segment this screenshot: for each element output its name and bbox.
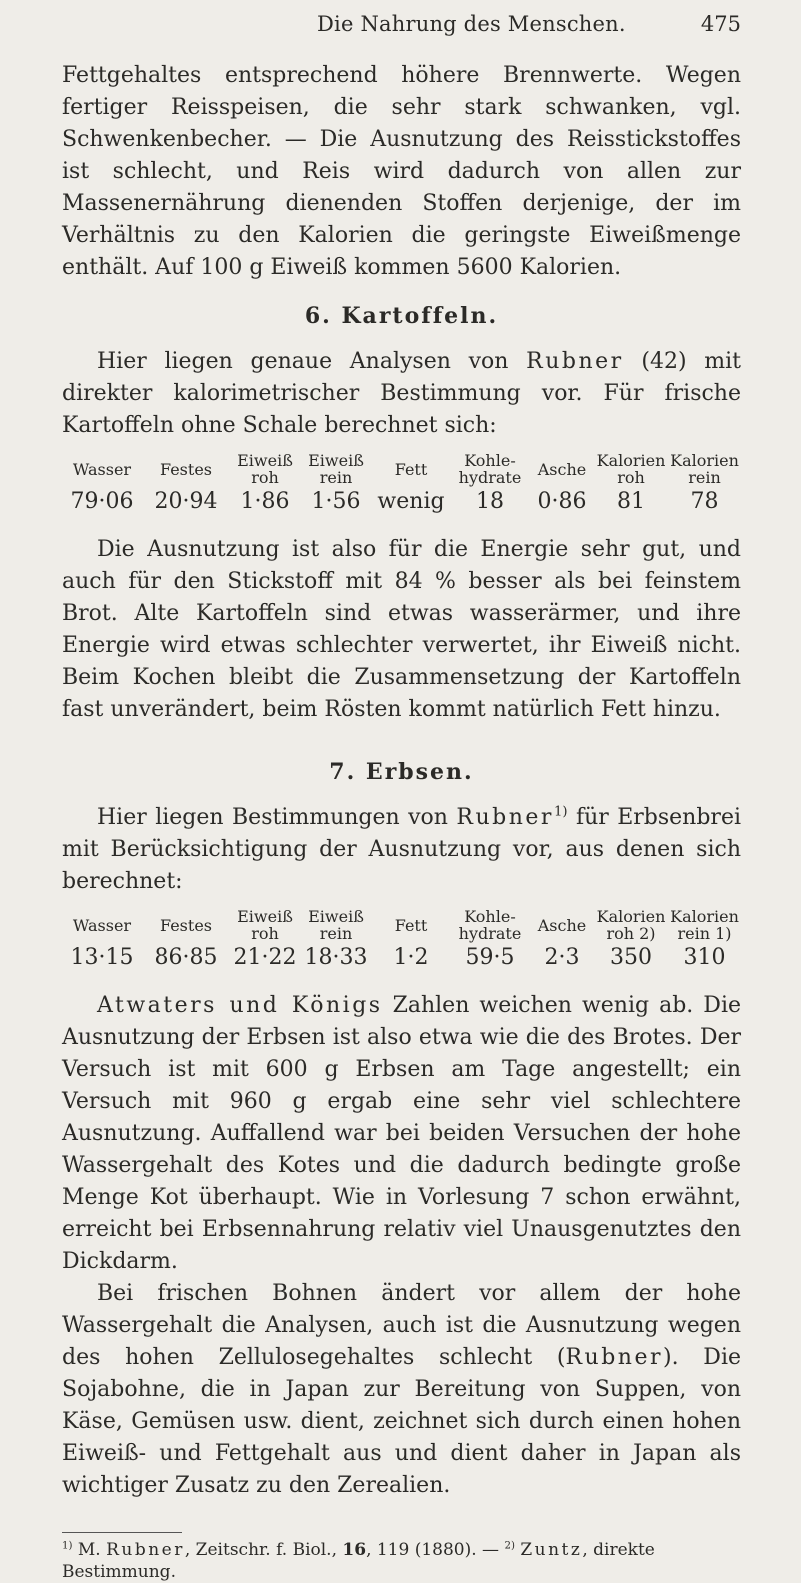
table-cell: 310 xyxy=(683,945,726,970)
author-name: Rubner xyxy=(106,1540,185,1560)
column-header: Kalorien rein 1) xyxy=(670,907,739,943)
footnote: $^{1)}$ M. Rubner, Zeitschr. f. Biol., 16, 119 (1880). — $^{2)}$ Zuntz, direkte Bestimmung. xyxy=(62,1540,655,1582)
table-cell: 59·5 xyxy=(465,945,515,970)
table-cell: 79·06 xyxy=(70,489,134,514)
table-cell: 1·56 xyxy=(311,489,361,514)
table-cell: 2·3 xyxy=(544,945,580,970)
kartoffeln-analysis-table xyxy=(62,452,741,516)
table-cell: 1·86 xyxy=(240,489,290,514)
page-number: 475 xyxy=(700,12,741,36)
table-cell: 18·33 xyxy=(304,945,368,970)
column-header: Fett xyxy=(394,915,428,935)
column-header: Kalorien roh 2) xyxy=(596,907,666,943)
paragraph-rice: Fettgehaltes entsprechend höhere Brennwerte. Wegen fertiger Reisspeisen, die sehr stark schwanken, vgl. Schwenkenbecher. — Die Ausnutzung des Reisstickstoffes ist schlecht, und Reis wird dadurch von allen zur Massenernährung dienenden Stoffen derjenige, der im Verhältnis zu den Kalorien die geringste Eiweißmenge enthält. Auf 100 g Eiweiß kommen 5600 Kalorien. xyxy=(62,63,741,280)
heading-erbsen: 7. Erbsen. xyxy=(329,759,474,785)
table-row xyxy=(62,486,741,516)
heading-kartoffeln: 6. Kartoffeln. xyxy=(304,303,499,329)
table-row xyxy=(62,942,741,972)
paragraph-kartoffeln-intro: Hier liegen genaue Analysen von Rubner (42) mit direkter kalorimetrischer Bestimmung vor. Für frische Kartoffeln ohne Schale berechnet sich: xyxy=(62,349,742,438)
column-header: Asche xyxy=(537,459,587,479)
table-cell: 20·94 xyxy=(154,489,218,514)
column-header: Fett xyxy=(394,459,428,479)
paragraph-erbsen-ausnutzung: Atwaters und Königs Zahlen weichen wenig ab. Die Ausnutzung der Erbsen ist also etwa wie die des Brotes. Der Versuch ist mit 600 g Erbsen am Tage angestellt; ein Versuch mit 960 g ergab eine sehr viel schlechtere Ausnutzung. Auffallend war bei beiden Versuchen der hohe Wassergehalt des Kotes und die dadurch bedingte große Menge Kot überhaupt. Wie in Vorlesung 7 schon erwähnt, erreicht bei Erbsennahrung relativ viel Unausgenutztes den Dickdarm. xyxy=(62,993,741,1274)
table-cell: 1·2 xyxy=(393,945,429,970)
footnote-divider xyxy=(62,1532,182,1533)
author-name: Zuntz xyxy=(520,1540,583,1560)
column-header: Eiweiß roh xyxy=(237,907,293,943)
author-name: Rubner xyxy=(456,805,554,830)
paragraph-bohnen: Bei frischen Bohnen ändert vor allem der hohe Wassergehalt die Analysen, auch ist die Ausnutzung wegen des hohen Zellulosegehaltes schlecht (Rubner). Die Sojabohne, die in Japan zur Bereitung von Suppen, von Käse, Gemüsen usw. dient, zeichnet sich durch einen hohen Eiweiß- und Fettgehalt aus und dient daher in Japan als wichtiger Zusatz zu den Zerealien. xyxy=(62,1281,741,1498)
running-title: Die Nahrung des Menschen. xyxy=(317,12,626,36)
column-header: Kohle-hydrate xyxy=(458,451,522,487)
column-header: Festes xyxy=(159,459,212,479)
table-cell: 78 xyxy=(690,489,719,514)
paragraph-kartoffeln-ausnutzung: Die Ausnutzung ist also für die Energie sehr gut, und auch für den Stickstoff mit 84 % besser als bei feinstem Brot. Alte Kartoffeln sind etwas wasserärmer, und ihre Energie wird etwas schlechter verwertet, ihr Eiweiß nicht. Beim Kochen bleibt die Zusammensetzung der Kartoffeln fast unverändert, beim Rösten kommt natürlich Fett hinzu. xyxy=(62,537,741,722)
footnote-marker: 1) xyxy=(62,1540,73,1552)
volume-number: 16 xyxy=(342,1540,367,1560)
author-name: Rubner xyxy=(526,349,624,374)
table-cell: 18 xyxy=(476,489,504,514)
column-header: Wasser xyxy=(72,915,132,935)
column-header: Eiweiß rein xyxy=(308,451,364,487)
table-cell: 0·86 xyxy=(537,489,587,514)
author-names: Atwaters und Königs xyxy=(97,993,383,1018)
footnote-marker: 2) xyxy=(504,1540,515,1552)
column-header: Eiweiß roh xyxy=(237,451,293,487)
erbsen-analysis-table xyxy=(62,908,741,972)
table-cell: 21·22 xyxy=(233,945,297,970)
column-header: Kalorien rein xyxy=(670,451,739,487)
column-header: Kalorien roh xyxy=(596,451,666,487)
table-cell: wenig xyxy=(377,489,445,514)
page-header xyxy=(62,0,741,60)
table-cell: 13·15 xyxy=(70,945,134,970)
column-header: Eiweiß rein xyxy=(308,907,364,943)
footnote-marker: 1) xyxy=(553,804,568,820)
column-header: Asche xyxy=(537,915,587,935)
table-header-row xyxy=(62,452,741,486)
table-cell: 86·85 xyxy=(154,945,218,970)
table-header-row xyxy=(62,908,741,942)
column-header: Kohle-hydrate xyxy=(458,907,522,943)
table-cell: 350 xyxy=(610,945,652,970)
paragraph-erbsen-intro: Hier liegen Bestimmungen von Rubner$^{1)}$ für Erbsenbrei mit Berücksichtigung der Ausnutzung vor, aus denen sich berechnet: xyxy=(62,804,742,894)
table-cell: 81 xyxy=(617,489,645,514)
column-header: Festes xyxy=(159,915,212,935)
column-header: Wasser xyxy=(72,459,132,479)
author-name: Rubner xyxy=(565,1345,664,1370)
